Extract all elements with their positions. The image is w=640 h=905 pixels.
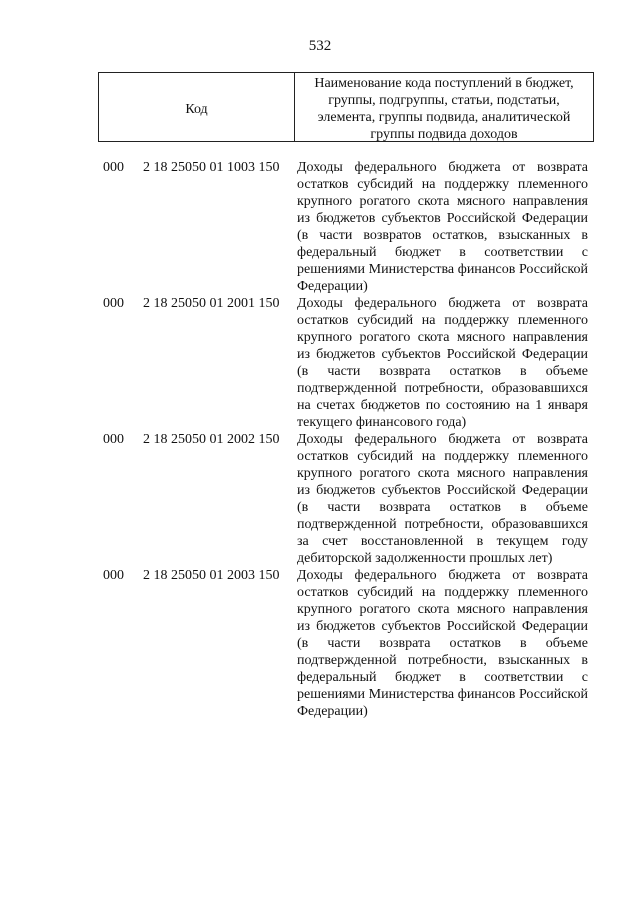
- page-number: 532: [308, 38, 332, 54]
- income-code: 2 18 25050 01 2003 150: [143, 568, 280, 583]
- header-code-column: Код: [99, 73, 295, 141]
- header-name-column: Наименование кода поступлений в бюджет, группы, подгруппы, статьи, подстатьи, элемента, группы подвида, аналитической группы подвида доходов: [314, 76, 574, 142]
- table-header: [98, 72, 594, 142]
- table-row: [103, 159, 593, 295]
- admin-code: 000: [103, 296, 124, 311]
- income-code: 2 18 25050 01 1003 150: [143, 160, 280, 175]
- income-description: Доходы федерального бюджета от возврата остатков субсидий на поддержку племенного крупного рогатого скота мясного направления из бюджетов субъектов Российской Федерации (в части возврата остатков в объеме подтвержденной потребности, образовавшихся на счетах бюджетов по состоянию на 1 января текущего финансового года): [297, 296, 588, 430]
- income-code: 2 18 25050 01 2002 150: [143, 432, 280, 447]
- admin-code: 000: [103, 432, 124, 447]
- income-description: Доходы федерального бюджета от возврата остатков субсидий на поддержку племенного крупного рогатого скота мясного направления из бюджетов субъектов Российской Федерации (в части возвратов остатков, взысканных в федеральный бюджет в соответствии с решениями Министерства финансов Российской Федерации): [297, 160, 588, 294]
- table-body: [103, 159, 593, 720]
- income-description: Доходы федерального бюджета от возврата остатков субсидий на поддержку племенного крупного рогатого скота мясного направления из бюджетов субъектов Российской Федерации (в части возврата остатков в объеме подтвержденной потребности, взысканных в федеральный бюджет в соответствии с решениями Министерства финансов Российской Федерации): [297, 568, 588, 719]
- income-description: Доходы федерального бюджета от возврата остатков субсидий на поддержку племенного крупного рогатого скота мясного направления из бюджетов субъектов Российской Федерации (в части возврата остатков в объеме подтвержденной потребности, образовавшихся за счет восстановленной в текущем году дебиторской задолженности прошлых лет): [297, 432, 588, 566]
- admin-code: 000: [103, 160, 124, 175]
- admin-code: 000: [103, 568, 124, 583]
- income-code: 2 18 25050 01 2001 150: [143, 296, 280, 311]
- table-row: [103, 295, 593, 431]
- table-row: [103, 567, 593, 720]
- table-row: [103, 431, 593, 567]
